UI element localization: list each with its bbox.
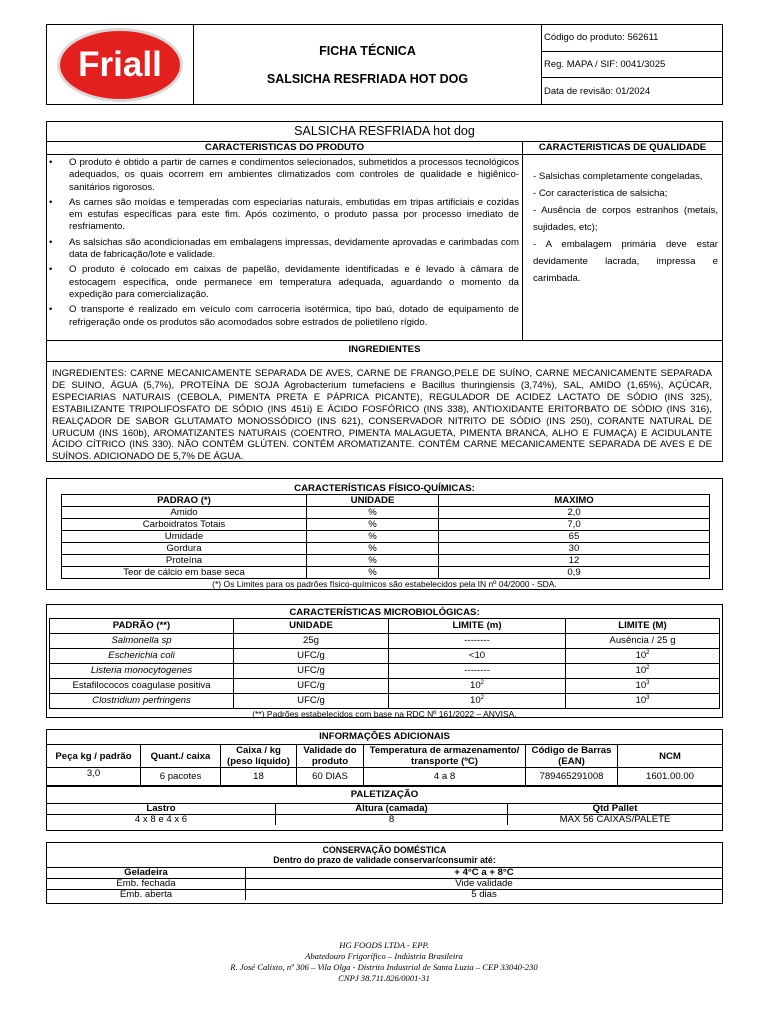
product-characteristics (47, 142, 523, 340)
table-row: 4 x 8 e 4 x 6 8 MAX 56 CAIXAS/PALETE (47, 815, 722, 826)
list-item: • As carnes são moídas e temperadas com especiarias naturais, embutidas em tripas artificiais e cozidas em estufas específicas para este fim. Após cozimento, o produto passa por processo imediato de resfriamento. (49, 196, 519, 233)
domestic-storage-section (46, 842, 723, 904)
product-section (46, 121, 723, 462)
quality-list (523, 155, 722, 287)
list-item: - Cor característica de salsicha; (533, 188, 668, 199)
bullet-icon: • (49, 157, 53, 168)
palletizing-table (47, 804, 722, 825)
list-item: - Ausência de corpos estranhos (metais, sujidades, etc); (533, 205, 718, 233)
characteristics-list (47, 155, 522, 332)
meta-cell (542, 25, 722, 104)
physicochemical-table (61, 494, 710, 579)
company-type: Abatedouro Frigorífico – Indústria Brasileira (305, 951, 463, 961)
bullet-icon: • (49, 304, 53, 316)
company-footer (0, 940, 768, 984)
list-item: - Salsichas completamente congeladas, (533, 171, 703, 182)
domestic-storage-table (47, 868, 722, 900)
table-row: Salmonella sp 25g -------- Ausência / 25 g (50, 634, 720, 649)
document-header (46, 24, 723, 105)
list-item: • O produto é colocado em caixas de papelão, devidamente identificadas e é levado à câmara de estocagem específica, onde permanece em temperatura adequada, aguardando o momento da expedição para comercialização. (49, 264, 519, 300)
brand-logo-cell (47, 25, 194, 104)
product-title-sub: hot dog (429, 124, 475, 138)
list-item: • O produto é obtido a partir de carnes e condimentos selecionados, submetidos a processos tecnológicos adequados, os quais ocorrem em ambientes climatizados com controles de qualidade e higiênico-sanitários rigorosos. (49, 157, 519, 193)
table-header-row: PADRAO (*) UNIDADE MAXIMO (62, 495, 710, 507)
bullet-icon: • (49, 196, 53, 208)
logo-text: Friall (78, 44, 162, 84)
company-cnpj: CNPJ 38.711.826/0001-31 (338, 973, 430, 983)
table-header-row: Peça kg / padrão Quant./ caixa Caixa / kg (peso líquido) Validade do produto Temperatura de armazenamento/ transporte (ºC) Código de Barras (EAN) NCM (47, 745, 722, 768)
product-columns (47, 142, 722, 341)
table-header-row: PADRÃO (**) UNIDADE LIMITE (m) LIMITE (M) (50, 619, 720, 634)
table-row: Teor de cálcio em base seca % 0,9 (62, 567, 710, 579)
company-name: HG FOODS LTDA - EPP. (339, 940, 429, 950)
table-row: 3,0 6 pacotes 18 60 DIAS 4 a 8 789465291008 1601.00.00 (47, 768, 722, 786)
microbiological-title: CARACTERÍSTICAS MICROBIOLÓGICAS: (289, 607, 480, 618)
registration: Reg. MAPA / SIF: 0041/3025 (542, 52, 722, 79)
microbiological-table (49, 618, 720, 709)
product-section-title (47, 122, 722, 142)
company-address: R. José Calixto, nº 306 – Vila Olga - Distrito Industrial de Santa Luzia – CEP 33040-230 (230, 962, 538, 972)
physicochemical-title: CARACTERÍSTICAS FÍSICO-QUÍMICAS: (294, 483, 475, 494)
palletizing-title: PALETIZAÇÃO (47, 786, 722, 804)
physicochemical-section (46, 478, 723, 590)
characteristics-header: CARACTERISTICAS DO PRODUTO (47, 142, 522, 155)
table-row: Carboidratos Totais % 7,0 (62, 519, 710, 531)
quality-characteristics (523, 142, 722, 340)
table-header-row: Geladeira + 4°C a + 8°C (47, 868, 722, 879)
quality-header: CARACTERISTICAS DE QUALIDADE (523, 142, 722, 155)
table-row: Umidade % 65 (62, 531, 710, 543)
list-item: • O transporte é realizado em veículo com carroceria isotérmica, tipo baú, dotado de equipamento de refrigeração onde os produtos são acomodados sobre estrados de polietileno rígido. (49, 304, 519, 328)
revision-date: Data de revisão: 01/2024 (544, 85, 651, 97)
table-header-row: Lastro Altura (camada) Qtd Pallet (47, 804, 722, 815)
additional-info-table (47, 745, 722, 786)
table-row: Amido % 2,0 (62, 507, 710, 519)
title-cell (194, 25, 542, 104)
ingredients-text: INGREDIENTES: CARNE MECANICAMENTE SEPARADA DE AVES, CARNE DE FRANGO,PELE DE SUÍNO, CARNE MECANICAMENTE SEPARADA DE SUINO, ÁGUA (5,7%), PROTEÍNA DE SOJA Agrobacterium tumefaciens e Bacillus thuringiensis (3,74%), SAL, AMIDO (1,65%), AÇÚCAR, ESPECIARIAS NATURAIS (CEBOLA, PIMENTA PRETA E PÁPRICA PICANTE), REGULADOR DE ACIDEZ LACTATO DE SÓDIO (INS 325), ESTABILIZANTE TRIPOLIFOSFATO DE SÓDIO (INS 451i) E ÁCIDO FOSFÓRICO (INS 338), ANTIOXIDANTE ERITORBATO DE SÓDIO (INS 316), REALÇADOR DE SABOR GLUTAMATO MONOSSÓDICO (INS 621), CONSERVADOR NITRITO DE SÓDIO (INS 250), CORANTE NATURAL DE URUCUM (INS 160b), AROMATIZANTES NATURAIS (COENTRO, PIMENTA MALAGUETA, PIMENTA BRANCA, ALHO E FUMAÇA) E ACIDULANTE ÁCIDO CÍTRICO (INS 330). NÃO CONTÉM GLÚTEN. CONTÉM AROMATIZANTE. CONTÉM CARNE MECANICAMENTE SEPARADA DE AVES E DE SUÍNOS. ADICIONADO DE 5,7% DE ÁGUA. (52, 368, 712, 463)
domestic-storage-subtitle: Dentro do prazo de validade conservar/consumir até: (273, 855, 496, 865)
table-row: Gordura % 30 (62, 543, 710, 555)
list-item: • As salsichas são acondicionadas em embalagens impressas, devidamente aprovadas e carimbadas com data de fabricação/lote e validade. (49, 236, 519, 261)
ingredients-header: INGREDIENTES (47, 341, 722, 362)
table-row: Clostridium perfringens UFC/g $10^2$ $10^3$ (50, 694, 720, 709)
product-code: Código do produto: 562611 (542, 25, 722, 52)
doc-title: FICHA TÉCNICA (319, 43, 416, 58)
additional-info-title: INFORMAÇÕES ADICIONAIS (47, 730, 722, 745)
domestic-storage-title: CONSERVAÇÃO DOMÉSTICA Dentro do prazo de validade conservar/consumir até: (47, 843, 722, 868)
product-title-main: SALSICHA RESFRIADA (294, 124, 430, 138)
table-row: Escherichia coli UFC/g <10 $10^2$ (50, 649, 720, 664)
bullet-icon: • (49, 264, 53, 276)
table-row: Listeria monocytogenes UFC/g -------- $10^2$ (50, 664, 720, 679)
list-item: - A embalagem primária deve estar devidamente lacrada, impressa e carimbada. (533, 239, 718, 284)
microbiological-section (46, 604, 723, 718)
product-title: SALSICHA RESFRIADA HOT DOG (266, 71, 469, 86)
table-row: Proteína % 12 (62, 555, 710, 567)
microbiological-note: (**) Padrões estabelecidos com base na RDC Nº 161/2022 – ANVISA. (252, 709, 517, 719)
bullet-icon: • (49, 236, 53, 248)
table-row: Emb. fechada Vide validade (47, 879, 722, 890)
physicochemical-note: (*) Os Limites para os padrões físico-químicos são estabelecidos pela IN nº 04/2000 - SDA. (212, 579, 557, 589)
additional-info-section (46, 729, 723, 831)
table-row: Emb. aberta 5 dias (47, 890, 722, 901)
table-row: Estafilococos coagulase positiva UFC/g $10^2$ $10^3$ (50, 679, 720, 694)
friall-logo-icon (56, 27, 184, 103)
